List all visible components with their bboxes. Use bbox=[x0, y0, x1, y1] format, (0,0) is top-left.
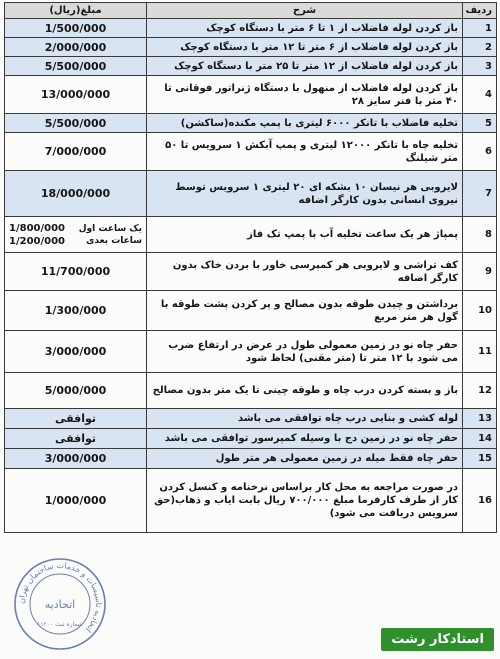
row-num: 15 bbox=[463, 449, 497, 469]
row-amount: 5/500/000 bbox=[5, 57, 147, 76]
split-value-first-hour: 1/800/000 bbox=[9, 222, 66, 234]
table-row bbox=[5, 57, 497, 76]
table-row bbox=[5, 38, 497, 57]
table-row bbox=[5, 409, 497, 429]
row-num: 14 bbox=[463, 429, 497, 449]
table-row bbox=[5, 171, 497, 217]
row-desc: تخلیه فاضلاب با تانکر ۶۰۰۰ لیتری با پمپ مکنده(ساکشن) bbox=[147, 114, 463, 133]
split-label-next-hours: ساعات بعدی bbox=[86, 235, 142, 246]
row-amount: 7/000/000 bbox=[5, 133, 147, 171]
row-desc: تخلیه چاه با تانکر ۱۲۰۰۰ لیتری و پمپ آبکش ۱ سرویس تا ۵۰ متر شیلنگ bbox=[147, 133, 463, 171]
row-num: 4 bbox=[463, 76, 497, 114]
row-amount: توافقی bbox=[5, 409, 147, 429]
split-value-next-hours: 1/200/000 bbox=[9, 235, 66, 247]
row-amount: 18/000/000 bbox=[5, 171, 147, 217]
split-amount bbox=[9, 222, 142, 248]
row-amount: 3/000/000 bbox=[5, 449, 147, 469]
row-amount: 2/000/000 bbox=[5, 38, 147, 57]
row-desc: پمپاژ هر یک ساعت تخلیه آب با پمپ تک فاز bbox=[147, 217, 463, 253]
table-row bbox=[5, 217, 497, 253]
table-row bbox=[5, 291, 497, 331]
row-desc: حفر چاه نو در زمین معمولی طول در عرض در ارتفاع ضرب می شود با ۱۲ متر تا (متر مقنی) لحاظ شود bbox=[147, 331, 463, 373]
row-amount: 5/500/000 bbox=[5, 114, 147, 133]
row-desc: در صورت مراجعه به محل کار براساس نرخنامه و کنسل کردن کار از طرف کارفرما مبلغ ۷۰۰/۰۰۰ ریال بابت ایاب و ذهاب(حق سرویس دریافت می شود) bbox=[147, 469, 463, 533]
row-amount: توافقی bbox=[5, 429, 147, 449]
row-num: 16 bbox=[463, 469, 497, 533]
header-desc: شرح bbox=[147, 3, 463, 19]
table-row bbox=[5, 449, 497, 469]
row-desc: باز کردن لوله فاضلاب از ۱۲ متر تا ۲۵ متر با دستگاه کوچک bbox=[147, 57, 463, 76]
header-num: ردیف bbox=[463, 3, 497, 19]
union-seal-stamp bbox=[12, 556, 108, 652]
row-desc: حفر چاه فقط میله در زمین معمولی هر متر طول bbox=[147, 449, 463, 469]
row-amount: 3/000/000 bbox=[5, 331, 147, 373]
table-row bbox=[5, 429, 497, 449]
row-desc: لایروبی هر نیسان ۱۰ بشکه ای ۲۰ لیتری ۱ سرویس توسط نیروی انسانی بدون کارگر اضافه bbox=[147, 171, 463, 217]
table-row bbox=[5, 253, 497, 291]
row-num: 12 bbox=[463, 373, 497, 409]
row-num: 11 bbox=[463, 331, 497, 373]
row-desc: باز کردن لوله فاضلاب از ۱ تا ۶ متر با دستگاه کوچک bbox=[147, 19, 463, 38]
table-header-row bbox=[5, 3, 497, 19]
row-desc: برداشتن و چیدن طوقه بدون مصالح و پر کردن پشت طوقه با گول هر متر مربع bbox=[147, 291, 463, 331]
table-row bbox=[5, 373, 497, 409]
table-row bbox=[5, 331, 497, 373]
row-amount: 13/000/000 bbox=[5, 76, 147, 114]
row-num: 2 bbox=[463, 38, 497, 57]
table-row bbox=[5, 76, 497, 114]
row-amount: 5/000/000 bbox=[5, 373, 147, 409]
seal-center-text: اتحادیه bbox=[44, 598, 76, 611]
row-desc: حفر چاه نو در زمین دج با وسیله کمپرسور توافقی می باشد bbox=[147, 429, 463, 449]
table-row bbox=[5, 469, 497, 533]
table-row bbox=[5, 19, 497, 38]
row-amount: 1/500/000 bbox=[5, 19, 147, 38]
watermark-badge: استادکار رشت bbox=[381, 628, 494, 651]
row-desc: باز کردن لوله فاضلاب از منهول با دستگاه ژنراتور فوقانی تا ۴۰ متر با فنر سایز ۲۸ bbox=[147, 76, 463, 114]
row-desc: باز و بسته کردن درب چاه و طوقه چینی تا یک متر بدون مصالح bbox=[147, 373, 463, 409]
row-amount-split bbox=[5, 217, 147, 253]
row-num: 7 bbox=[463, 171, 497, 217]
table-row bbox=[5, 133, 497, 171]
split-labels bbox=[79, 223, 142, 247]
seal-reg-text: شماره ثبت ۱۱۲۰۰ bbox=[37, 621, 83, 628]
row-num: 1 bbox=[463, 19, 497, 38]
row-desc: کف تراشی و لایروبی هر کمپرسی خاور با بردن خاک بدون کارگر اضافه bbox=[147, 253, 463, 291]
row-num: 13 bbox=[463, 409, 497, 429]
split-label-first-hour: یک ساعت اول bbox=[78, 223, 142, 234]
header-amount: مبلغ(ریال) bbox=[5, 3, 147, 19]
row-amount: 1/000/000 bbox=[5, 469, 147, 533]
split-values bbox=[9, 222, 65, 248]
row-desc: لوله کشی و بنایی درب چاه توافقی می باشد bbox=[147, 409, 463, 429]
table-row bbox=[5, 114, 497, 133]
row-num: 8 bbox=[463, 217, 497, 253]
row-amount: 1/300/000 bbox=[5, 291, 147, 331]
row-amount: 11/700/000 bbox=[5, 253, 147, 291]
seal-ring-text: اتحادیه تاسیسات و خدمات ساختمان تهران bbox=[16, 560, 104, 635]
row-num: 5 bbox=[463, 114, 497, 133]
row-num: 3 bbox=[463, 57, 497, 76]
row-desc: باز کردن لوله فاضلاب از ۶ متر تا ۱۲ متر با دستگاه کوچک bbox=[147, 38, 463, 57]
price-table bbox=[4, 2, 497, 533]
row-num: 6 bbox=[463, 133, 497, 171]
row-num: 9 bbox=[463, 253, 497, 291]
row-num: 10 bbox=[463, 291, 497, 331]
